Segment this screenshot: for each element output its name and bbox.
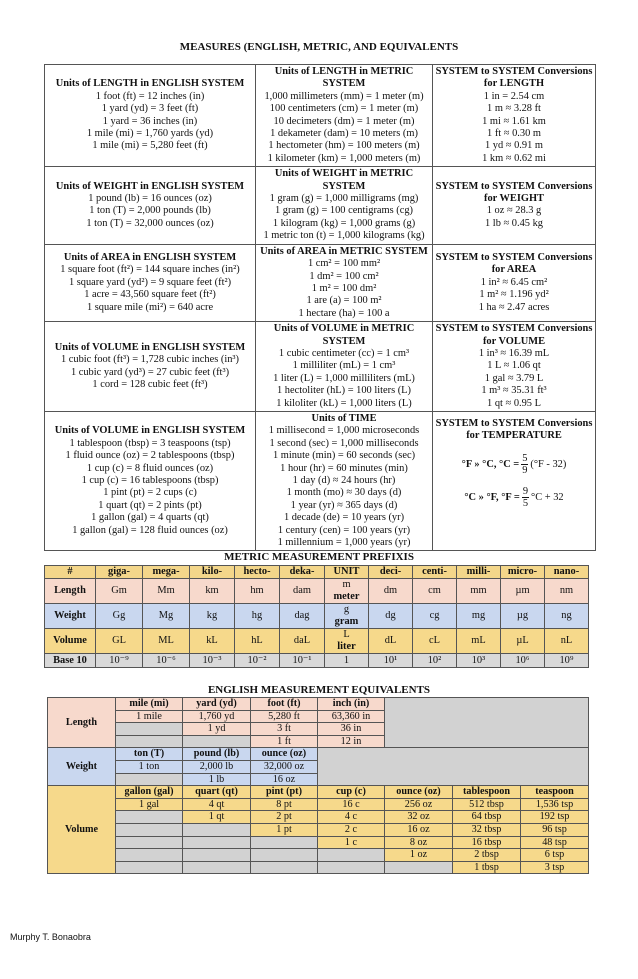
prefix-cell: Mm — [143, 579, 190, 604]
measures-cell — [433, 244, 596, 321]
measures-cell — [256, 167, 433, 244]
english-weight-label: Weight — [48, 748, 116, 786]
english-row — [48, 798, 589, 811]
prefix-cell: 10⁻¹ — [280, 654, 325, 668]
english-cell: 192 tsp — [521, 811, 589, 824]
prefix-cell: hm — [235, 579, 280, 604]
measures-line: 1 kilometer (km) = 1,000 meters (m) — [267, 152, 421, 164]
english-cell — [116, 811, 183, 824]
measures-line: 1 kilogram (kg) = 1,000 grams (g) — [272, 217, 416, 229]
measures-line: 1 mile (mi) = 5,280 feet (ft) — [92, 140, 208, 152]
measures-line: 1 yd ≈ 0.91 m — [485, 140, 543, 152]
measures-table — [44, 64, 596, 551]
measures-line: 1 gram (g) = 100 centigrams (cg) — [274, 205, 413, 217]
prefix-cell: km — [190, 579, 235, 604]
fraction-numerator: 9 — [522, 485, 529, 497]
measures-line: 1 pound (lb) = 16 ounces (oz) — [88, 193, 212, 205]
prefix-cell: Gg — [96, 604, 143, 629]
english-length-label: Length — [48, 698, 116, 748]
measures-line: 1 foot (ft) = 12 inches (in) — [95, 90, 205, 102]
measures-cell — [433, 167, 596, 244]
measures-line: 1 metric ton (t) = 1,000 kilograms (kg) — [263, 230, 425, 242]
formula-lead: °C » °F, °F = — [464, 491, 520, 503]
english-cell: 1,760 yd — [183, 710, 251, 723]
english-cell: ounce (oz) — [385, 786, 453, 799]
prefix-cell: 10¹ — [369, 654, 413, 668]
prefix-cell: µL — [501, 629, 545, 654]
prefix-cell: ng — [545, 604, 589, 629]
fraction-denominator: 5 — [522, 497, 529, 509]
measures-cell — [45, 244, 256, 321]
measures-cell — [433, 322, 596, 412]
prefix-table — [44, 565, 589, 668]
measures-cell-heading: SYSTEM to SYSTEM Conversions for VOLUME — [435, 323, 593, 347]
prefix-cell: nL — [545, 629, 589, 654]
english-cell — [116, 773, 183, 786]
measures-line: 1 milliliter (mL) = 1 cm³ — [292, 360, 396, 372]
prefix-cell: milli- — [457, 566, 501, 579]
prefix-cell: dm — [369, 579, 413, 604]
english-cell: 16 oz — [251, 773, 318, 786]
measures-cell-heading: Units of VOLUME in ENGLISH SYSTEM — [54, 341, 246, 353]
english-cell: 1 ton — [116, 760, 183, 773]
prefix-cell: 10⁻³ — [190, 654, 235, 668]
prefix-volume-row — [45, 629, 589, 654]
measures-row — [45, 411, 596, 550]
english-cell — [318, 849, 385, 862]
english-cell: 2 c — [318, 823, 385, 836]
english-row — [48, 861, 589, 874]
prefix-cell: dg — [369, 604, 413, 629]
english-cell — [251, 849, 318, 862]
measures-line: 1 gallon (gal) = 128 fluid ounces (oz) — [72, 524, 228, 536]
prefix-cell: mm — [457, 579, 501, 604]
prefix-cell: nm — [545, 579, 589, 604]
prefix-cell: hL — [235, 629, 280, 654]
measures-line: 1 minute (min) = 60 seconds (sec) — [272, 450, 416, 462]
fraction-denominator: 9 — [522, 464, 528, 476]
measures-line: 1 cup (c) = 8 fluid ounces (oz) — [86, 462, 214, 474]
measures-line: 1 cubic centimeter (cc) = 1 cm³ — [278, 347, 410, 359]
english-cell: yard (yd) — [183, 698, 251, 711]
formula-tail: (°F - 32) — [530, 458, 567, 470]
english-cell: 512 tbsp — [453, 798, 521, 811]
measures-line: 1 m ≈ 3.28 ft — [487, 103, 541, 115]
english-cell — [385, 861, 453, 874]
prefix-cell: µg — [501, 604, 545, 629]
english-row — [48, 849, 589, 862]
english-row — [48, 698, 589, 711]
measures-line: 1 km ≈ 0.62 mi — [482, 152, 546, 164]
prefix-cell: 10⁻⁹ — [96, 654, 143, 668]
measures-line: 1 gram (g) = 1,000 milligrams (mg) — [269, 193, 419, 205]
english-cell: 48 tsp — [521, 836, 589, 849]
prefix-cell: µm — [501, 579, 545, 604]
english-cell: 1 tbsp — [453, 861, 521, 874]
measures-cell-heading: Units of VOLUME in METRIC SYSTEM — [273, 323, 415, 347]
temperature-formula-f2c — [435, 453, 593, 476]
english-cell: 5,280 ft — [251, 710, 318, 723]
measures-line: 1 kiloliter (kL) = 1,000 liters (L) — [276, 397, 412, 409]
english-cell: 1 yd — [183, 723, 251, 736]
prefix-cell: Length — [45, 579, 96, 604]
measures-cell-heading: SYSTEM to SYSTEM Conversions for LENGTH — [435, 66, 593, 90]
english-cell: pound (lb) — [183, 748, 251, 761]
measures-cell-heading: SYSTEM to SYSTEM Conversions for TEMPERATURE — [435, 417, 593, 442]
prefix-base-row — [45, 654, 589, 668]
prefix-cell: deka- — [280, 566, 325, 579]
english-cell: 4 c — [318, 811, 385, 824]
english-cell — [183, 735, 251, 748]
prefix-cell: kL — [190, 629, 235, 654]
prefix-cell — [325, 629, 369, 654]
english-cell — [116, 861, 183, 874]
measures-line: 1 yard (yd) = 3 feet (ft) — [101, 103, 199, 115]
measures-line: 10 decimeters (dm) = 1 meter (m) — [273, 115, 415, 127]
measures-line: 1 cm² = 100 mm² — [307, 258, 381, 270]
formula-tail: °C + 32 — [531, 491, 564, 503]
prefix-unit-symbol: g — [343, 604, 350, 615]
measures-line: 1 square mile (mi²) = 640 acre — [86, 301, 214, 313]
measures-line: 1 second (sec) = 1,000 milliseconds — [269, 437, 419, 449]
measures-line: 1 decade (de) = 10 years (yr) — [283, 512, 405, 524]
english-cell: 3 ft — [251, 723, 318, 736]
english-cell: 1,536 tsp — [521, 798, 589, 811]
english-cell: 3 tsp — [521, 861, 589, 874]
english-row — [48, 748, 589, 761]
measures-line: 1 hour (hr) = 60 minutes (min) — [280, 462, 408, 474]
prefix-cell: dam — [280, 579, 325, 604]
prefix-cell: UNIT — [325, 566, 369, 579]
english-cell: 32 tbsp — [453, 823, 521, 836]
english-cell: ton (T) — [116, 748, 183, 761]
measures-cell-heading: SYSTEM to SYSTEM Conversions for AREA — [435, 251, 593, 276]
english-cell: 16 c — [318, 798, 385, 811]
measures-line: 1 ton (T) = 2,000 pounds (lb) — [89, 205, 211, 217]
page-title: MEASURES (ENGLISH, METRIC, AND EQUIVALENTS — [179, 41, 459, 53]
measures-line: 1 cord = 128 cubic feet (ft³) — [92, 378, 208, 390]
prefix-cell: kilo- — [190, 566, 235, 579]
measures-line: 1 gal ≈ 3.79 L — [484, 372, 544, 384]
prefix-unit-name: gram — [334, 616, 359, 627]
measures-cell — [256, 411, 433, 550]
measures-line: 1 L ≈ 1.06 qt — [487, 360, 541, 372]
english-cell: 8 oz — [385, 836, 453, 849]
measures-line: 1 square yard (yd²) = 9 square feet (ft²) — [68, 276, 232, 288]
prefix-weight-row — [45, 604, 589, 629]
prefix-cell: dag — [280, 604, 325, 629]
prefix-cell: cm — [413, 579, 457, 604]
measures-cell-heading: Units of WEIGHT in METRIC SYSTEM — [274, 168, 414, 192]
english-volume-label: Volume — [48, 786, 116, 874]
prefix-header-row — [45, 566, 589, 579]
measures-line: 1 mi ≈ 1.61 km — [482, 115, 546, 127]
measures-cell-heading: Units of LENGTH in ENGLISH SYSTEM — [55, 78, 245, 90]
english-cell — [183, 823, 251, 836]
english-cell: gallon (gal) — [116, 786, 183, 799]
measures-line: 1 lb ≈ 0.45 kg — [485, 217, 543, 229]
measures-line: 1 oz ≈ 28.3 g — [486, 205, 542, 217]
english-cell: 1 pt — [251, 823, 318, 836]
measures-line: 1 quart (qt) = 2 pints (pt) — [98, 499, 202, 511]
temperature-formula-c2f — [435, 486, 593, 509]
measures-line: 1 year (yr) ≈ 365 days (d) — [290, 499, 398, 511]
measures-line: 1 hectare (ha) = 100 a — [298, 307, 390, 319]
prefix-cell: kg — [190, 604, 235, 629]
english-cell: 64 tbsp — [453, 811, 521, 824]
measures-row — [45, 167, 596, 244]
prefix-cell: Gm — [96, 579, 143, 604]
measures-cell-heading: Units of WEIGHT in ENGLISH SYSTEM — [55, 180, 245, 192]
prefix-cell: Weight — [45, 604, 96, 629]
measures-cell-heading: Units of AREA in ENGLISH SYSTEM — [63, 251, 237, 263]
prefix-cell: mg — [457, 604, 501, 629]
measures-line: 1 pint (pt) = 2 cups (c) — [103, 487, 197, 499]
measures-cell-heading: Units of LENGTH in METRIC SYSTEM — [274, 66, 414, 90]
english-cell: cup (c) — [318, 786, 385, 799]
prefix-cell — [325, 604, 369, 629]
english-row — [48, 786, 589, 799]
prefix-cell: dL — [369, 629, 413, 654]
measures-row — [45, 65, 596, 167]
measures-line: 1 hectoliter (hL) = 100 liters (L) — [277, 385, 411, 397]
measures-line: 1 dm² = 100 cm² — [309, 270, 379, 282]
english-cell: 36 in — [318, 723, 385, 736]
measures-line: 1 mile (mi) = 1,760 yards (yd) — [86, 128, 214, 140]
english-filler — [385, 698, 589, 748]
measures-line: 1 millennium = 1,000 years (yr) — [277, 537, 411, 549]
measures-line: 100 centimeters (cm) = 1 meter (m) — [269, 103, 419, 115]
english-cell: quart (qt) — [183, 786, 251, 799]
fraction — [522, 486, 529, 509]
author-footer: Murphy T. Bonaobra — [10, 932, 91, 942]
english-cell: mile (mi) — [116, 698, 183, 711]
measures-cell-heading: Units of AREA in METRIC SYSTEM — [260, 245, 428, 257]
english-cell: 96 tsp — [521, 823, 589, 836]
formula-lead: °F » °C, °C = — [461, 458, 520, 470]
measures-line: 1 m³ ≈ 35.31 ft³ — [481, 385, 547, 397]
english-cell — [183, 836, 251, 849]
measures-cell-heading: SYSTEM to SYSTEM Conversions for WEIGHT — [435, 180, 593, 205]
english-cell — [116, 723, 183, 736]
measures-line: 1 liter (L) = 1,000 milliliters (mL) — [273, 372, 415, 384]
english-row — [48, 836, 589, 849]
measures-line: 1 in = 2.54 cm — [483, 90, 545, 102]
fraction-numerator: 5 — [522, 452, 528, 464]
prefix-cell: ML — [143, 629, 190, 654]
measures-line: 1 gallon (gal) = 4 quarts (qt) — [91, 512, 209, 524]
measures-line: 1 hectometer (hm) = 100 meters (m) — [268, 140, 420, 152]
english-cell: 16 tbsp — [453, 836, 521, 849]
english-cell: 6 tsp — [521, 849, 589, 862]
prefix-cell: mL — [457, 629, 501, 654]
measures-row — [45, 322, 596, 412]
english-cell: 1 lb — [183, 773, 251, 786]
prefix-unit-name: liter — [337, 641, 356, 652]
english-cell: 1 qt — [183, 811, 251, 824]
measures-line: 1 ha ≈ 2.47 acres — [478, 301, 550, 313]
english-row — [48, 823, 589, 836]
prefix-cell: Base 10 — [45, 654, 96, 668]
measures-cell — [256, 244, 433, 321]
measures-row — [45, 244, 596, 321]
english-cell — [251, 861, 318, 874]
english-cell: 12 in — [318, 735, 385, 748]
prefix-cell: 10³ — [457, 654, 501, 668]
prefix-cell: 1 — [325, 654, 369, 668]
measures-line: 1 yard = 36 inches (in) — [102, 115, 198, 127]
measures-line: 1 month (mo) ≈ 30 days (d) — [286, 487, 402, 499]
english-cell — [183, 849, 251, 862]
english-cell: 32 oz — [385, 811, 453, 824]
prefix-cell: daL — [280, 629, 325, 654]
measures-line: 1 square foot (ft²) = 144 square inches (in²) — [60, 264, 240, 276]
measures-cell — [45, 322, 256, 412]
english-cell: foot (ft) — [251, 698, 318, 711]
measures-cell — [45, 65, 256, 167]
measures-cell-heading: Units of VOLUME in ENGLISH SYSTEM — [54, 425, 246, 437]
prefix-cell: hg — [235, 604, 280, 629]
prefix-cell: # — [45, 566, 96, 579]
prefix-cell: 10⁻² — [235, 654, 280, 668]
english-cell — [251, 836, 318, 849]
english-equivalents-table — [47, 697, 589, 874]
english-cell: 32,000 oz — [251, 760, 318, 773]
english-row — [48, 811, 589, 824]
measures-cell — [433, 411, 596, 550]
english-cell — [116, 836, 183, 849]
english-cell: teaspoon — [521, 786, 589, 799]
english-cell — [318, 861, 385, 874]
measures-line: 1 are (a) = 100 m² — [306, 295, 382, 307]
prefix-cell: centi- — [413, 566, 457, 579]
english-cell: 1 c — [318, 836, 385, 849]
english-cell — [116, 735, 183, 748]
english-filler — [318, 748, 589, 786]
measures-cell — [45, 411, 256, 550]
prefix-cell: cg — [413, 604, 457, 629]
english-cell: pint (pt) — [251, 786, 318, 799]
measures-line: 1 tablespoon (tbsp) = 3 teaspoons (tsp) — [69, 437, 231, 449]
measures-line: 1 dekameter (dam) = 10 meters (m) — [270, 128, 418, 140]
prefix-cell: GL — [96, 629, 143, 654]
english-cell: 16 oz — [385, 823, 453, 836]
english-cell: tablespoon — [453, 786, 521, 799]
prefix-cell: nano- — [545, 566, 589, 579]
prefix-unit-name: meter — [333, 591, 360, 602]
measures-line: 1 qt ≈ 0.95 L — [487, 397, 541, 409]
english-title: ENGLISH MEASUREMENT EQUIVALENTS — [207, 684, 431, 696]
prefix-cell: 10⁻⁶ — [143, 654, 190, 668]
prefix-length-row — [45, 579, 589, 604]
prefix-unit-symbol: m — [342, 579, 351, 590]
english-cell: 2 pt — [251, 811, 318, 824]
english-cell: 1 oz — [385, 849, 453, 862]
prefix-cell: cL — [413, 629, 457, 654]
measures-line: 1 m² = 100 dm² — [311, 282, 377, 294]
measures-line: 1 century (cen) = 100 years (yr) — [277, 524, 411, 536]
prefix-cell — [325, 579, 369, 604]
measures-line: 1 ft ≈ 0.30 m — [487, 128, 541, 140]
prefix-cell: Volume — [45, 629, 96, 654]
prefix-cell: 10⁹ — [545, 654, 589, 668]
measures-line: 1 ton (T) = 32,000 ounces (oz) — [86, 217, 214, 229]
measures-cell — [45, 167, 256, 244]
english-cell: inch (in) — [318, 698, 385, 711]
english-cell: ounce (oz) — [251, 748, 318, 761]
measures-line: 1 fluid ounce (oz) = 2 tablespoons (tbsp) — [65, 450, 235, 462]
english-cell: 1 mile — [116, 710, 183, 723]
measures-line: 1 millisecond = 1,000 microseconds — [268, 425, 420, 437]
prefix-cell: 10⁶ — [501, 654, 545, 668]
measures-cell — [256, 322, 433, 412]
prefix-cell: deci- — [369, 566, 413, 579]
prefix-cell: giga- — [96, 566, 143, 579]
measures-line: 1 in² ≈ 6.45 cm² — [480, 276, 548, 288]
measures-line: 1 day (d) ≈ 24 hours (hr) — [292, 475, 396, 486]
measures-cell-heading: Units of TIME — [311, 412, 377, 424]
prefix-cell: 10² — [413, 654, 457, 668]
english-cell: 256 oz — [385, 798, 453, 811]
measures-line: 1,000 millimeters (mm) = 1 meter (m) — [264, 90, 424, 102]
prefix-cell: Mg — [143, 604, 190, 629]
english-cell: 2 tbsp — [453, 849, 521, 862]
measures-cell — [433, 65, 596, 167]
english-cell: 63,360 in — [318, 710, 385, 723]
measures-cell — [256, 65, 433, 167]
measures-line: 1 cubic yard (yd³) = 27 cubic feet (ft³) — [70, 366, 230, 378]
measures-line: 1 in³ ≈ 16.39 mL — [478, 347, 550, 359]
english-cell — [183, 861, 251, 874]
english-cell — [116, 849, 183, 862]
prefix-cell: micro- — [501, 566, 545, 579]
measures-line: 1 m² ≈ 1.196 yd² — [479, 289, 549, 301]
measures-line: 1 cubic foot (ft³) = 1,728 cubic inches (in³) — [60, 354, 239, 366]
measures-line: 1 acre = 43,560 square feet (ft²) — [84, 289, 216, 301]
prefix-cell: mega- — [143, 566, 190, 579]
english-cell: 8 pt — [251, 798, 318, 811]
english-cell: 2,000 lb — [183, 760, 251, 773]
english-cell — [116, 823, 183, 836]
english-cell: 1 gal — [116, 798, 183, 811]
english-cell: 1 ft — [251, 735, 318, 748]
prefix-cell: hecto- — [235, 566, 280, 579]
measures-line: 1 cup (c) = 16 tablespoons (tbsp) — [81, 475, 219, 486]
fraction — [521, 453, 528, 476]
prefix-unit-symbol: L — [343, 629, 350, 640]
english-cell: 4 qt — [183, 798, 251, 811]
prefix-title: METRIC MEASUREMENT PREFIXIS — [224, 551, 414, 563]
